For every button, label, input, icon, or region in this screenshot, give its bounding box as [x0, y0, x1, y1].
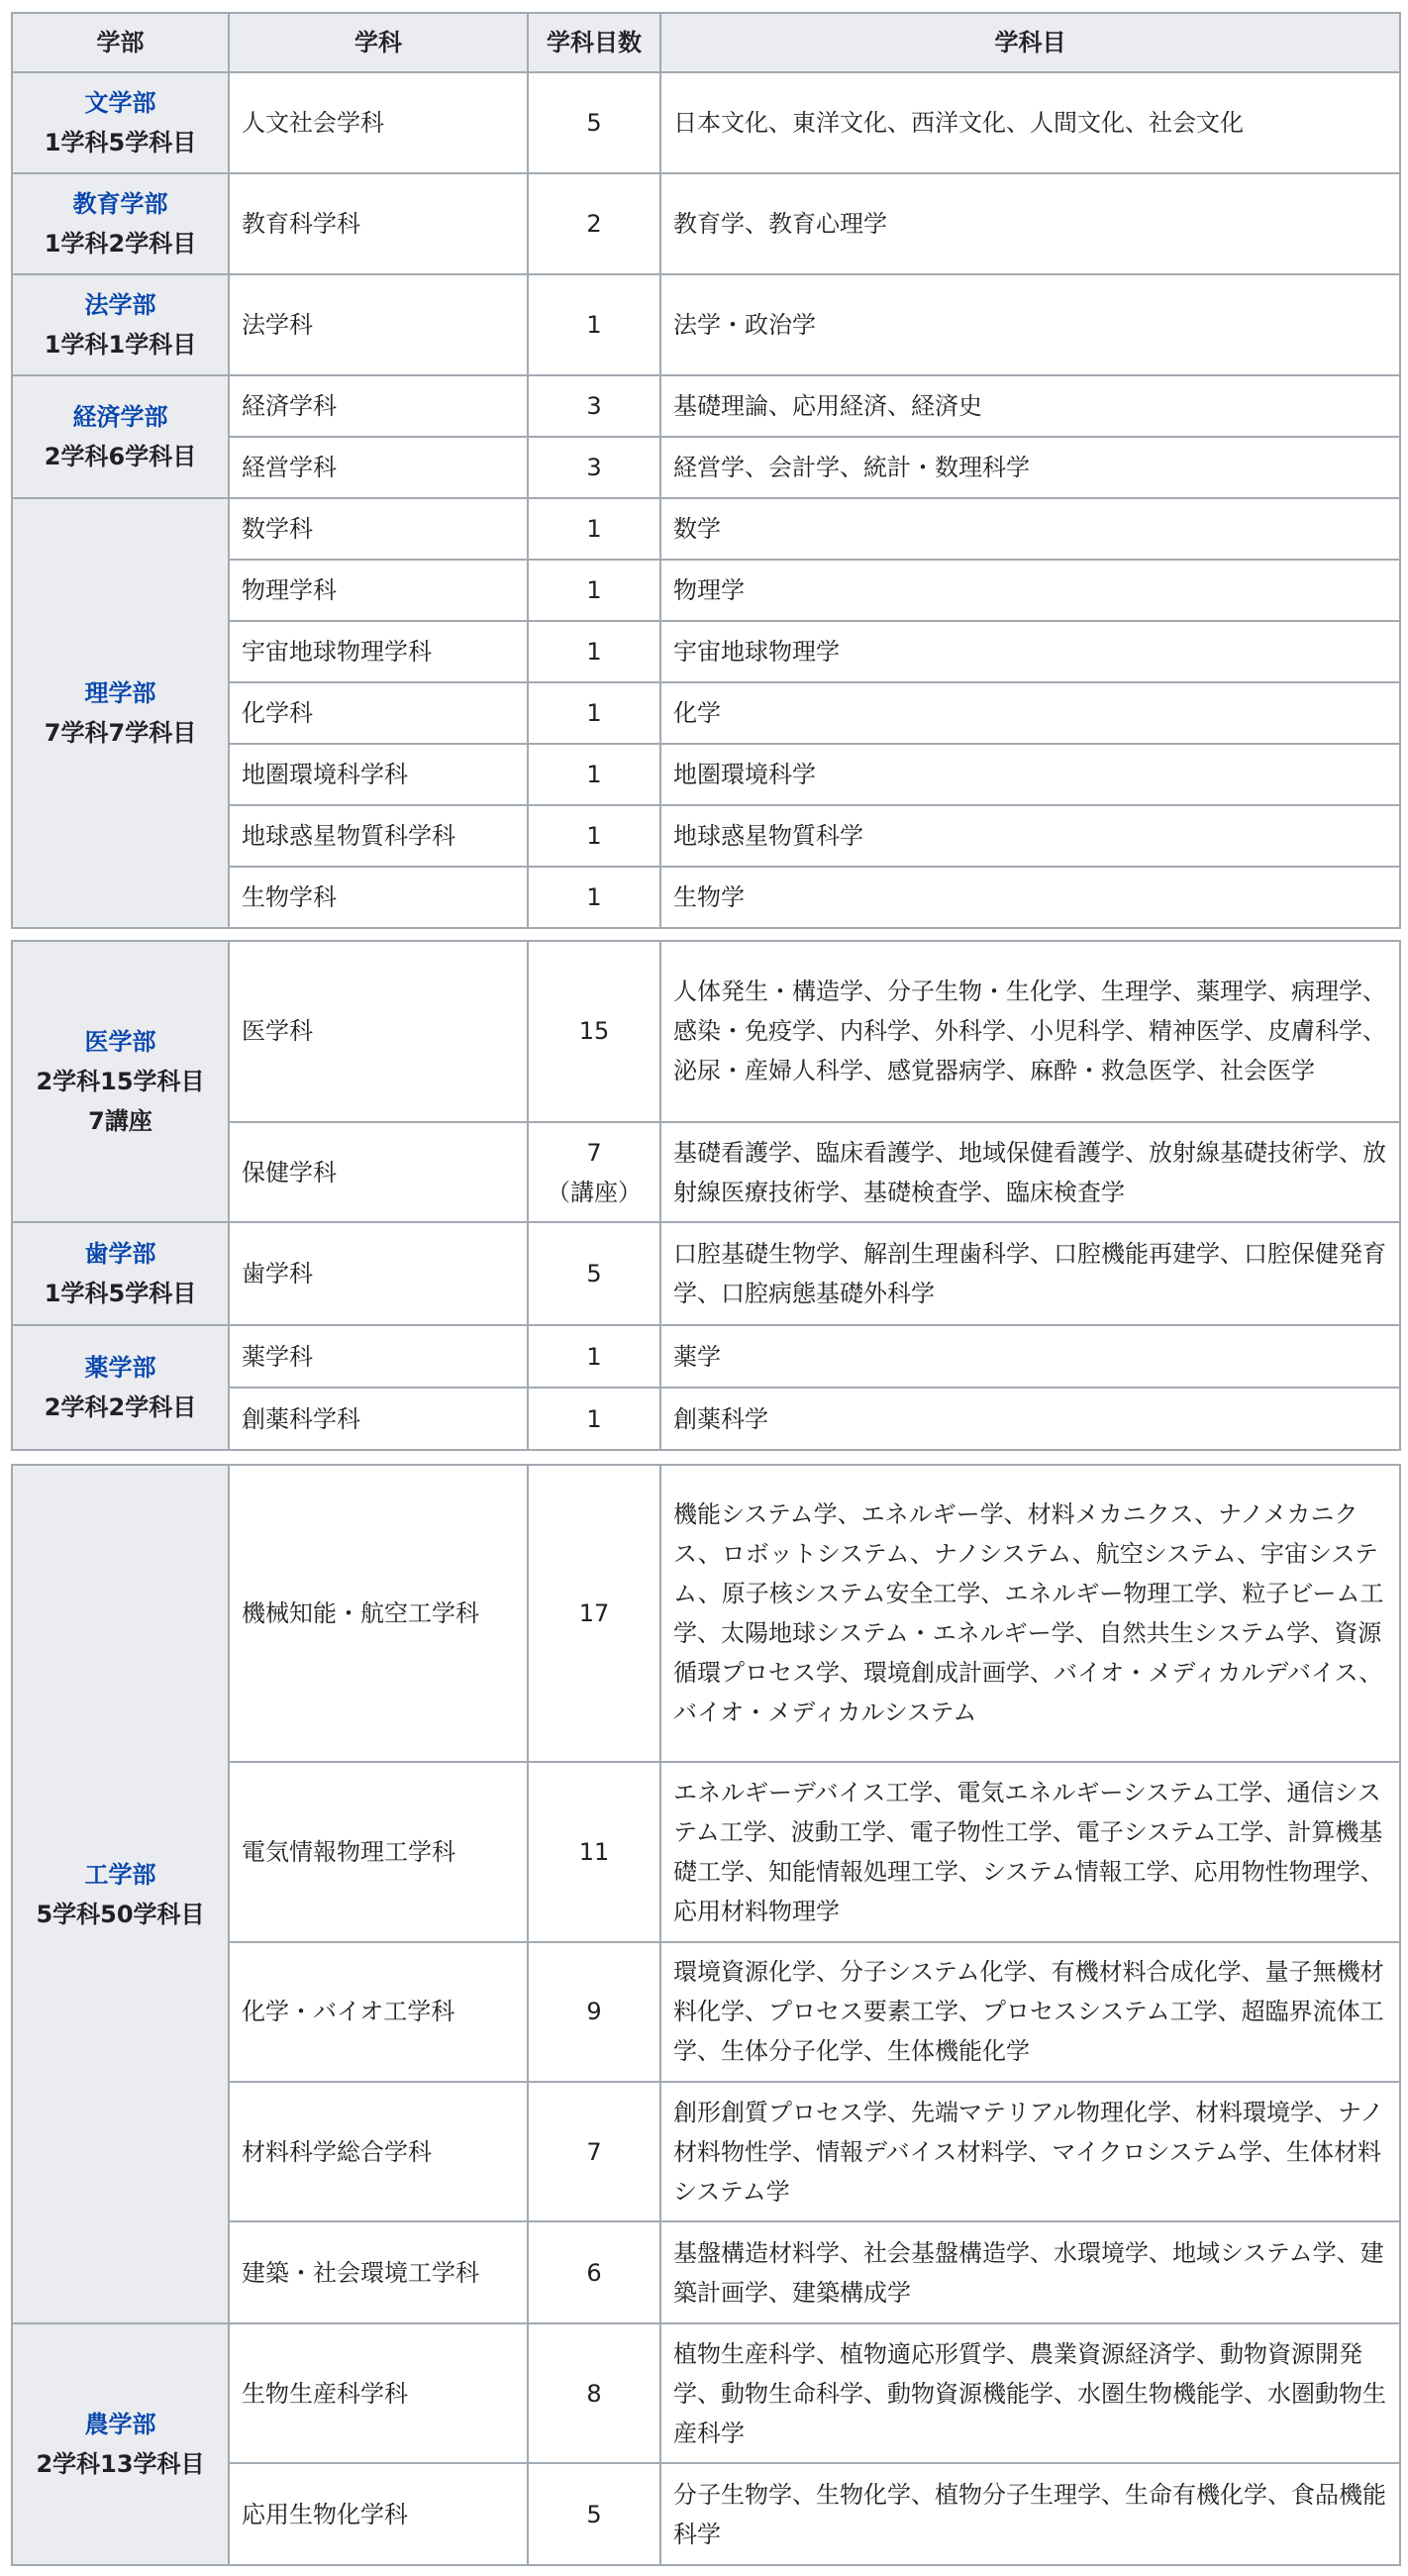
subjects-cell: 環境資源化学、分子システム化学、有機材料合成化学、量子無機材料化学、プロセス要素工学、プロセスシステム工学、超臨界流体工学、生体分子化学、生体機能化学 — [660, 1942, 1400, 2082]
department-cell: 創薬科学科 — [229, 1388, 528, 1450]
faculty-link-law[interactable]: 法学部 — [84, 291, 156, 319]
department-cell: 経済学科 — [229, 375, 528, 437]
count-cell: 17 — [528, 1465, 660, 1762]
table-row — [12, 498, 1400, 560]
department-cell: 物理学科 — [229, 560, 528, 621]
header-department: 学科 — [229, 13, 528, 72]
department-cell: 人文社会学科 — [229, 72, 528, 173]
department-cell: 保健学科 — [229, 1122, 528, 1223]
faculty-cell-medicine — [12, 941, 229, 1222]
count-cell: 5 — [528, 72, 660, 173]
subjects-cell: 地球惑星物質科学 — [660, 805, 1400, 867]
table-row — [12, 1465, 1400, 1762]
count-cell: 6 — [528, 2221, 660, 2323]
subjects-cell: 経営学、会計学、統計・数理科学 — [660, 437, 1400, 498]
subjects-cell: 日本文化、東洋文化、西洋文化、人間文化、社会文化 — [660, 72, 1400, 173]
faculty-cell-education — [12, 173, 229, 274]
subjects-cell: 人体発生・構造学、分子生物・生化学、生理学、薬理学、病理学、感染・免疫学、内科学、外科学、小児科学、精神医学、皮膚科学、泌尿・産婦人科学、感覚器病学、麻酔・救急医学、社会医学 — [660, 941, 1400, 1122]
subjects-cell: 機能システム学、エネルギー学、材料メカニクス、ナノメカニクス、ロボットシステム、ナノシステム、航空システム、宇宙システム、原子核システム安全工学、エネルギー物理工学、粒子ビーム工学、太陽地球システム・エネルギー学、自然共生システム学、資源循環プロセス学、環境創成計画学、バイオ・メディカルデバイス、バイオ・メディカルシステム — [660, 1465, 1400, 1762]
count-note: （講座） — [547, 1178, 642, 1206]
subjects-cell: エネルギーデバイス工学、電気エネルギーシステム工学、通信システム工学、波動工学、電子物性工学、電子システム工学、計算機基礎工学、知能情報処理工学、システム情報工学、応用物性物理学、応用材料物理学 — [660, 1762, 1400, 1941]
faculty-cell-engineering — [12, 1465, 229, 2323]
department-cell: 歯学科 — [229, 1222, 528, 1325]
count-cell: 7 — [528, 2082, 660, 2221]
subjects-cell: 基礎看護学、臨床看護学、地域保健看護学、放射線基礎技術学、放射線医療技術学、基礎検査学、臨床検査学 — [660, 1122, 1400, 1223]
department-cell: 医学科 — [229, 941, 528, 1122]
faculty-summary: 1学科5学科目 — [44, 129, 197, 156]
faculty-link-economics[interactable]: 経済学部 — [72, 403, 168, 431]
count-cell: 1 — [528, 1388, 660, 1450]
faculty-link-education[interactable]: 教育学部 — [72, 190, 168, 218]
faculty-cell-agriculture — [12, 2323, 229, 2565]
department-cell: 化学・バイオ工学科 — [229, 1942, 528, 2082]
table-row — [12, 1325, 1400, 1388]
faculty-cell-dentistry — [12, 1222, 229, 1325]
count-cell: 11 — [528, 1762, 660, 1941]
table-row — [12, 941, 1400, 1122]
table-row — [12, 1222, 1400, 1325]
faculty-link-dentistry[interactable]: 歯学部 — [84, 1240, 156, 1269]
faculty-summary: 7学科7学科目 — [44, 719, 197, 747]
department-cell: 材料科学総合学科 — [229, 2082, 528, 2221]
subjects-cell: 物理学 — [660, 560, 1400, 621]
subjects-cell: 薬学 — [660, 1325, 1400, 1388]
count-cell: 1 — [528, 867, 660, 928]
count-cell: 1 — [528, 682, 660, 744]
department-cell: 機械知能・航空工学科 — [229, 1465, 528, 1762]
subjects-cell: 法学・政治学 — [660, 274, 1400, 375]
subjects-cell: 数学 — [660, 498, 1400, 560]
faculty-summary-lectures: 7講座 — [88, 1107, 152, 1136]
faculty-cell-pharmacy — [12, 1325, 229, 1450]
count-cell: 1 — [528, 498, 660, 560]
faculty-summary: 2学科13学科目 — [36, 2450, 205, 2478]
table-row — [12, 2323, 1400, 2463]
count-cell: 1 — [528, 274, 660, 375]
count-cell: 5 — [528, 2463, 660, 2565]
header-faculty: 学部 — [12, 13, 229, 72]
faculty-summary: 1学科5学科目 — [44, 1280, 197, 1308]
faculty-link-agriculture[interactable]: 農学部 — [84, 2411, 156, 2438]
subjects-cell: 基礎理論、応用経済、経済史 — [660, 375, 1400, 437]
table-row — [12, 173, 1400, 274]
count-cell: 9 — [528, 1942, 660, 2082]
faculty-link-pharmacy[interactable]: 薬学部 — [84, 1354, 156, 1383]
faculty-summary: 2学科2学科目 — [44, 1393, 197, 1422]
count-cell: 5 — [528, 1222, 660, 1325]
department-cell: 教育科学科 — [229, 173, 528, 274]
department-cell: 地圏環境科学科 — [229, 744, 528, 805]
subjects-cell: 創形創質プロセス学、先端マテリアル物理化学、材料環境学、ナノ材料物性学、情報デバイス材料学、マイクロシステム学、生体材料システム学 — [660, 2082, 1400, 2221]
subjects-cell: 基盤構造材料学、社会基盤構造学、水環境学、地域システム学、建築計画学、建築構成学 — [660, 2221, 1400, 2323]
count-cell: 3 — [528, 375, 660, 437]
subjects-cell: 地圏環境科学 — [660, 744, 1400, 805]
faculty-cell-law — [12, 274, 229, 375]
count-cell: 1 — [528, 1325, 660, 1388]
faculty-cell-letters — [12, 72, 229, 173]
department-cell: 経営学科 — [229, 437, 528, 498]
faculty-cell-science — [12, 498, 229, 928]
subjects-cell: 口腔基礎生物学、解剖生理歯科学、口腔機能再建学、口腔保健発育学、口腔病態基礎外科学 — [660, 1222, 1400, 1325]
faculty-link-letters[interactable]: 文学部 — [84, 89, 156, 117]
table-row — [12, 72, 1400, 173]
count-cell: 1 — [528, 744, 660, 805]
faculty-table-1 — [11, 12, 1401, 929]
faculty-link-engineering[interactable]: 工学部 — [84, 1860, 156, 1889]
count-value: 7 — [586, 1138, 602, 1167]
count-cell: 8 — [528, 2323, 660, 2463]
department-cell: 数学科 — [229, 498, 528, 560]
faculty-table-3 — [11, 1464, 1401, 2566]
count-cell — [528, 1122, 660, 1223]
department-cell: 建築・社会環境工学科 — [229, 2221, 528, 2323]
header-subject-count: 学科目数 — [528, 13, 660, 72]
subjects-cell: 宇宙地球物理学 — [660, 621, 1400, 682]
department-cell: 宇宙地球物理学科 — [229, 621, 528, 682]
faculty-link-medicine[interactable]: 医学部 — [84, 1028, 156, 1057]
department-cell: 生物学科 — [229, 867, 528, 928]
department-cell: 電気情報物理工学科 — [229, 1762, 528, 1941]
department-cell: 生物生産科学科 — [229, 2323, 528, 2463]
department-cell: 地球惑星物質科学科 — [229, 805, 528, 867]
faculty-table-2 — [11, 940, 1401, 1451]
table-row — [12, 375, 1400, 437]
count-cell: 15 — [528, 941, 660, 1122]
department-cell: 法学科 — [229, 274, 528, 375]
count-cell: 3 — [528, 437, 660, 498]
count-cell: 2 — [528, 173, 660, 274]
department-cell: 応用生物化学科 — [229, 2463, 528, 2565]
count-cell: 1 — [528, 560, 660, 621]
faculty-summary: 1学科2学科目 — [44, 230, 197, 258]
subjects-cell: 創薬科学 — [660, 1388, 1400, 1450]
subjects-cell: 分子生物学、生物化学、植物分子生理学、生命有機化学、食品機能科学 — [660, 2463, 1400, 2565]
table-header-row — [12, 13, 1400, 72]
table-row — [12, 274, 1400, 375]
subjects-cell: 化学 — [660, 682, 1400, 744]
faculty-summary: 1学科1学科目 — [44, 331, 197, 359]
header-subjects: 学科目 — [660, 13, 1400, 72]
faculty-summary: 2学科15学科目 — [36, 1068, 205, 1096]
subjects-cell: 生物学 — [660, 867, 1400, 928]
subjects-cell: 教育学、教育心理学 — [660, 173, 1400, 274]
department-cell: 薬学科 — [229, 1325, 528, 1388]
count-cell: 1 — [528, 805, 660, 867]
count-cell: 1 — [528, 621, 660, 682]
subjects-cell: 植物生産科学、植物適応形質学、農業資源経済学、動物資源開発学、動物生命科学、動物資源機能学、水圏生物機能学、水圏動物生産科学 — [660, 2323, 1400, 2463]
department-cell: 化学科 — [229, 682, 528, 744]
faculty-link-science[interactable]: 理学部 — [84, 679, 156, 707]
faculty-cell-economics — [12, 375, 229, 498]
faculty-summary: 5学科50学科目 — [36, 1900, 205, 1928]
faculty-summary: 2学科6学科目 — [44, 443, 197, 470]
